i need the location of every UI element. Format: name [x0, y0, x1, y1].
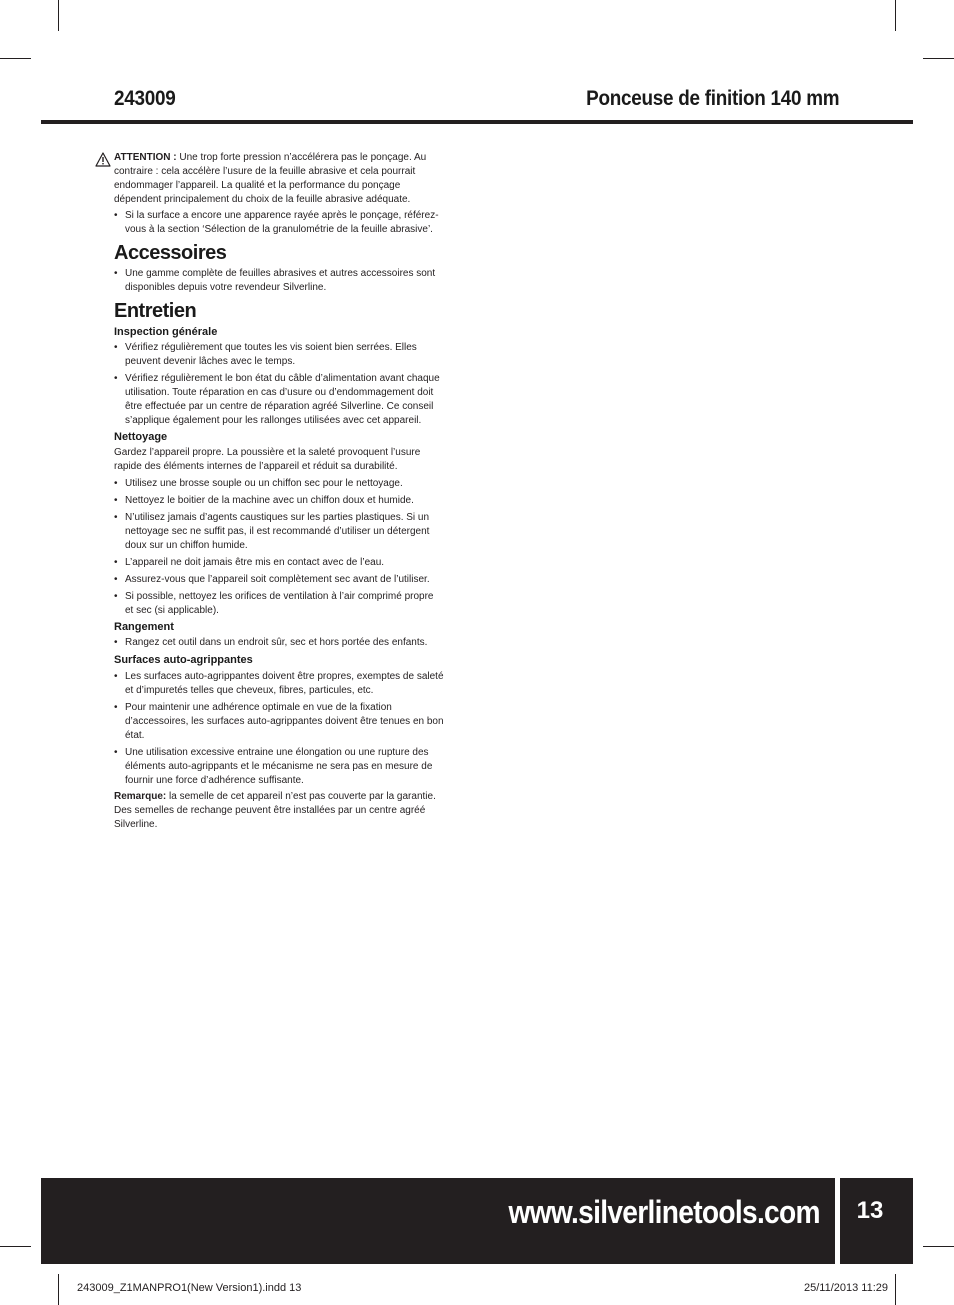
header-rule: [41, 120, 913, 124]
accessoires-bullets: [114, 267, 444, 295]
crop-mark: [0, 58, 31, 59]
section-title-accessoires: Accessoires: [114, 242, 227, 264]
crop-mark: [895, 0, 896, 31]
content-column: [114, 151, 444, 832]
list-item: • Nettoyez le boitier de la machine avec un chiffon doux et humide.: [114, 494, 444, 508]
warning-body: Une trop forte pression n’accélérera pas le ponçage. Au contraire : cela accélère l’usure de la feuille abrasive et cela pourrait endommager l’appareil. La qualité et la performance du ponçage dépendent principalement du choix de la feuille abrasive adéquate.: [114, 152, 427, 205]
remarque-label: Remarque:: [114, 791, 167, 802]
warning-text: [114, 151, 444, 207]
warning-label: ATTENTION :: [114, 152, 177, 163]
rangement-bullets: [114, 636, 444, 650]
website-url[interactable]: www.silverlinetools.com: [508, 1194, 820, 1230]
subheading-surfaces: Surfaces auto-agrippantes: [114, 654, 253, 666]
product-number: 243009: [114, 87, 176, 110]
slug-filename: 243009_Z1MANPRO1(New Version1).indd 13: [77, 1282, 302, 1294]
subheading-rangement: Rangement: [114, 621, 174, 633]
list-item: • Rangez cet outil dans un endroit sûr, sec et hors portée des enfants.: [114, 636, 444, 650]
slug-date: 25/11/2013 11:29: [803, 1282, 888, 1294]
list-item: • Vérifiez régulièrement que toutes les vis soient bien serrées. Elles peuvent devenir lâches avec le temps.: [114, 341, 444, 369]
crop-mark: [895, 1274, 896, 1305]
crop-mark: [0, 1246, 31, 1247]
list-item: • Les surfaces auto-agrippantes doivent être propres, exemptes de saleté et d’impuretés telles que cheveux, fibres, particules, etc.: [114, 670, 444, 698]
list-item: • L’appareil ne doit jamais être mis en contact avec de l’eau.: [114, 556, 444, 570]
crop-mark: [923, 1246, 954, 1247]
page-number: 13: [856, 1197, 884, 1224]
warning-bullets: [114, 209, 444, 237]
inspection-bullets: [114, 341, 444, 428]
surfaces-bullets: [114, 670, 444, 788]
subheading-inspection: Inspection générale: [114, 326, 218, 338]
section-title-entretien: Entretien: [114, 300, 197, 322]
list-item: • Vérifiez régulièrement le bon état du câble d’alimentation avant chaque utilisation. Toute réparation en cas d’usure ou d’endommagement doit être effectuée par un centre de réparation agréé Silverline. Ce conseil s’applique également pour les rallonges utilisées avec cet appareil.: [114, 372, 444, 428]
warning-block: [114, 151, 444, 207]
list-item: • Utilisez une brosse souple ou un chiffon sec pour le nettoyage.: [114, 477, 444, 491]
page-title: Ponceuse de finition 140 mm: [585, 87, 839, 110]
list-item: • Une utilisation excessive entraine une élongation ou une rupture des éléments auto-agrippants et le mécanisme ne sera pas en mesure de fournir une force d’adhérence suffisante.: [114, 746, 444, 788]
list-item: • Assurez-vous que l’appareil soit complètement sec avant de l’utiliser.: [114, 573, 444, 587]
nettoyage-intro: Gardez l’appareil propre. La poussière et la saleté provoquent l’usure rapide des éléments internes de l’appareil et réduit sa durabilité.: [114, 447, 421, 472]
remarque-text: la semelle de cet appareil n’est pas couverte par la garantie. Des semelles de rechange peuvent être installées par un centre agréé Silverline.: [114, 791, 436, 830]
list-item: • N’utilisez jamais d’agents caustiques sur les parties plastiques. Si un nettoyage sec ne suffit pas, il est recommandé d’utiliser un détergent doux sur un chiffon humide.: [114, 511, 444, 553]
list-item: • Une gamme complète de feuilles abrasives et autres accessoires sont disponibles depuis votre revendeur Silverline.: [114, 267, 444, 295]
list-item: • Pour maintenir une adhérence optimale en vue de la fixation d’accessoires, les surfaces auto-agrippantes doivent être tenues en bon état.: [114, 701, 444, 743]
warning-triangle-icon: [95, 152, 111, 167]
list-item: • Si la surface a encore une apparence rayée après le ponçage, référez-vous à la section ‘Sélection de la granulométrie de la feuille abrasive’.: [114, 209, 444, 237]
subheading-nettoyage: Nettoyage: [114, 431, 168, 443]
crop-mark: [923, 58, 954, 59]
crop-mark: [58, 0, 59, 31]
remarque-note: [114, 790, 444, 832]
crop-mark: [58, 1274, 59, 1305]
nettoyage-bullets: [114, 477, 444, 618]
list-item: • Si possible, nettoyez les orifices de ventilation à l’air comprimé propre et sec (si applicable).: [114, 590, 444, 618]
